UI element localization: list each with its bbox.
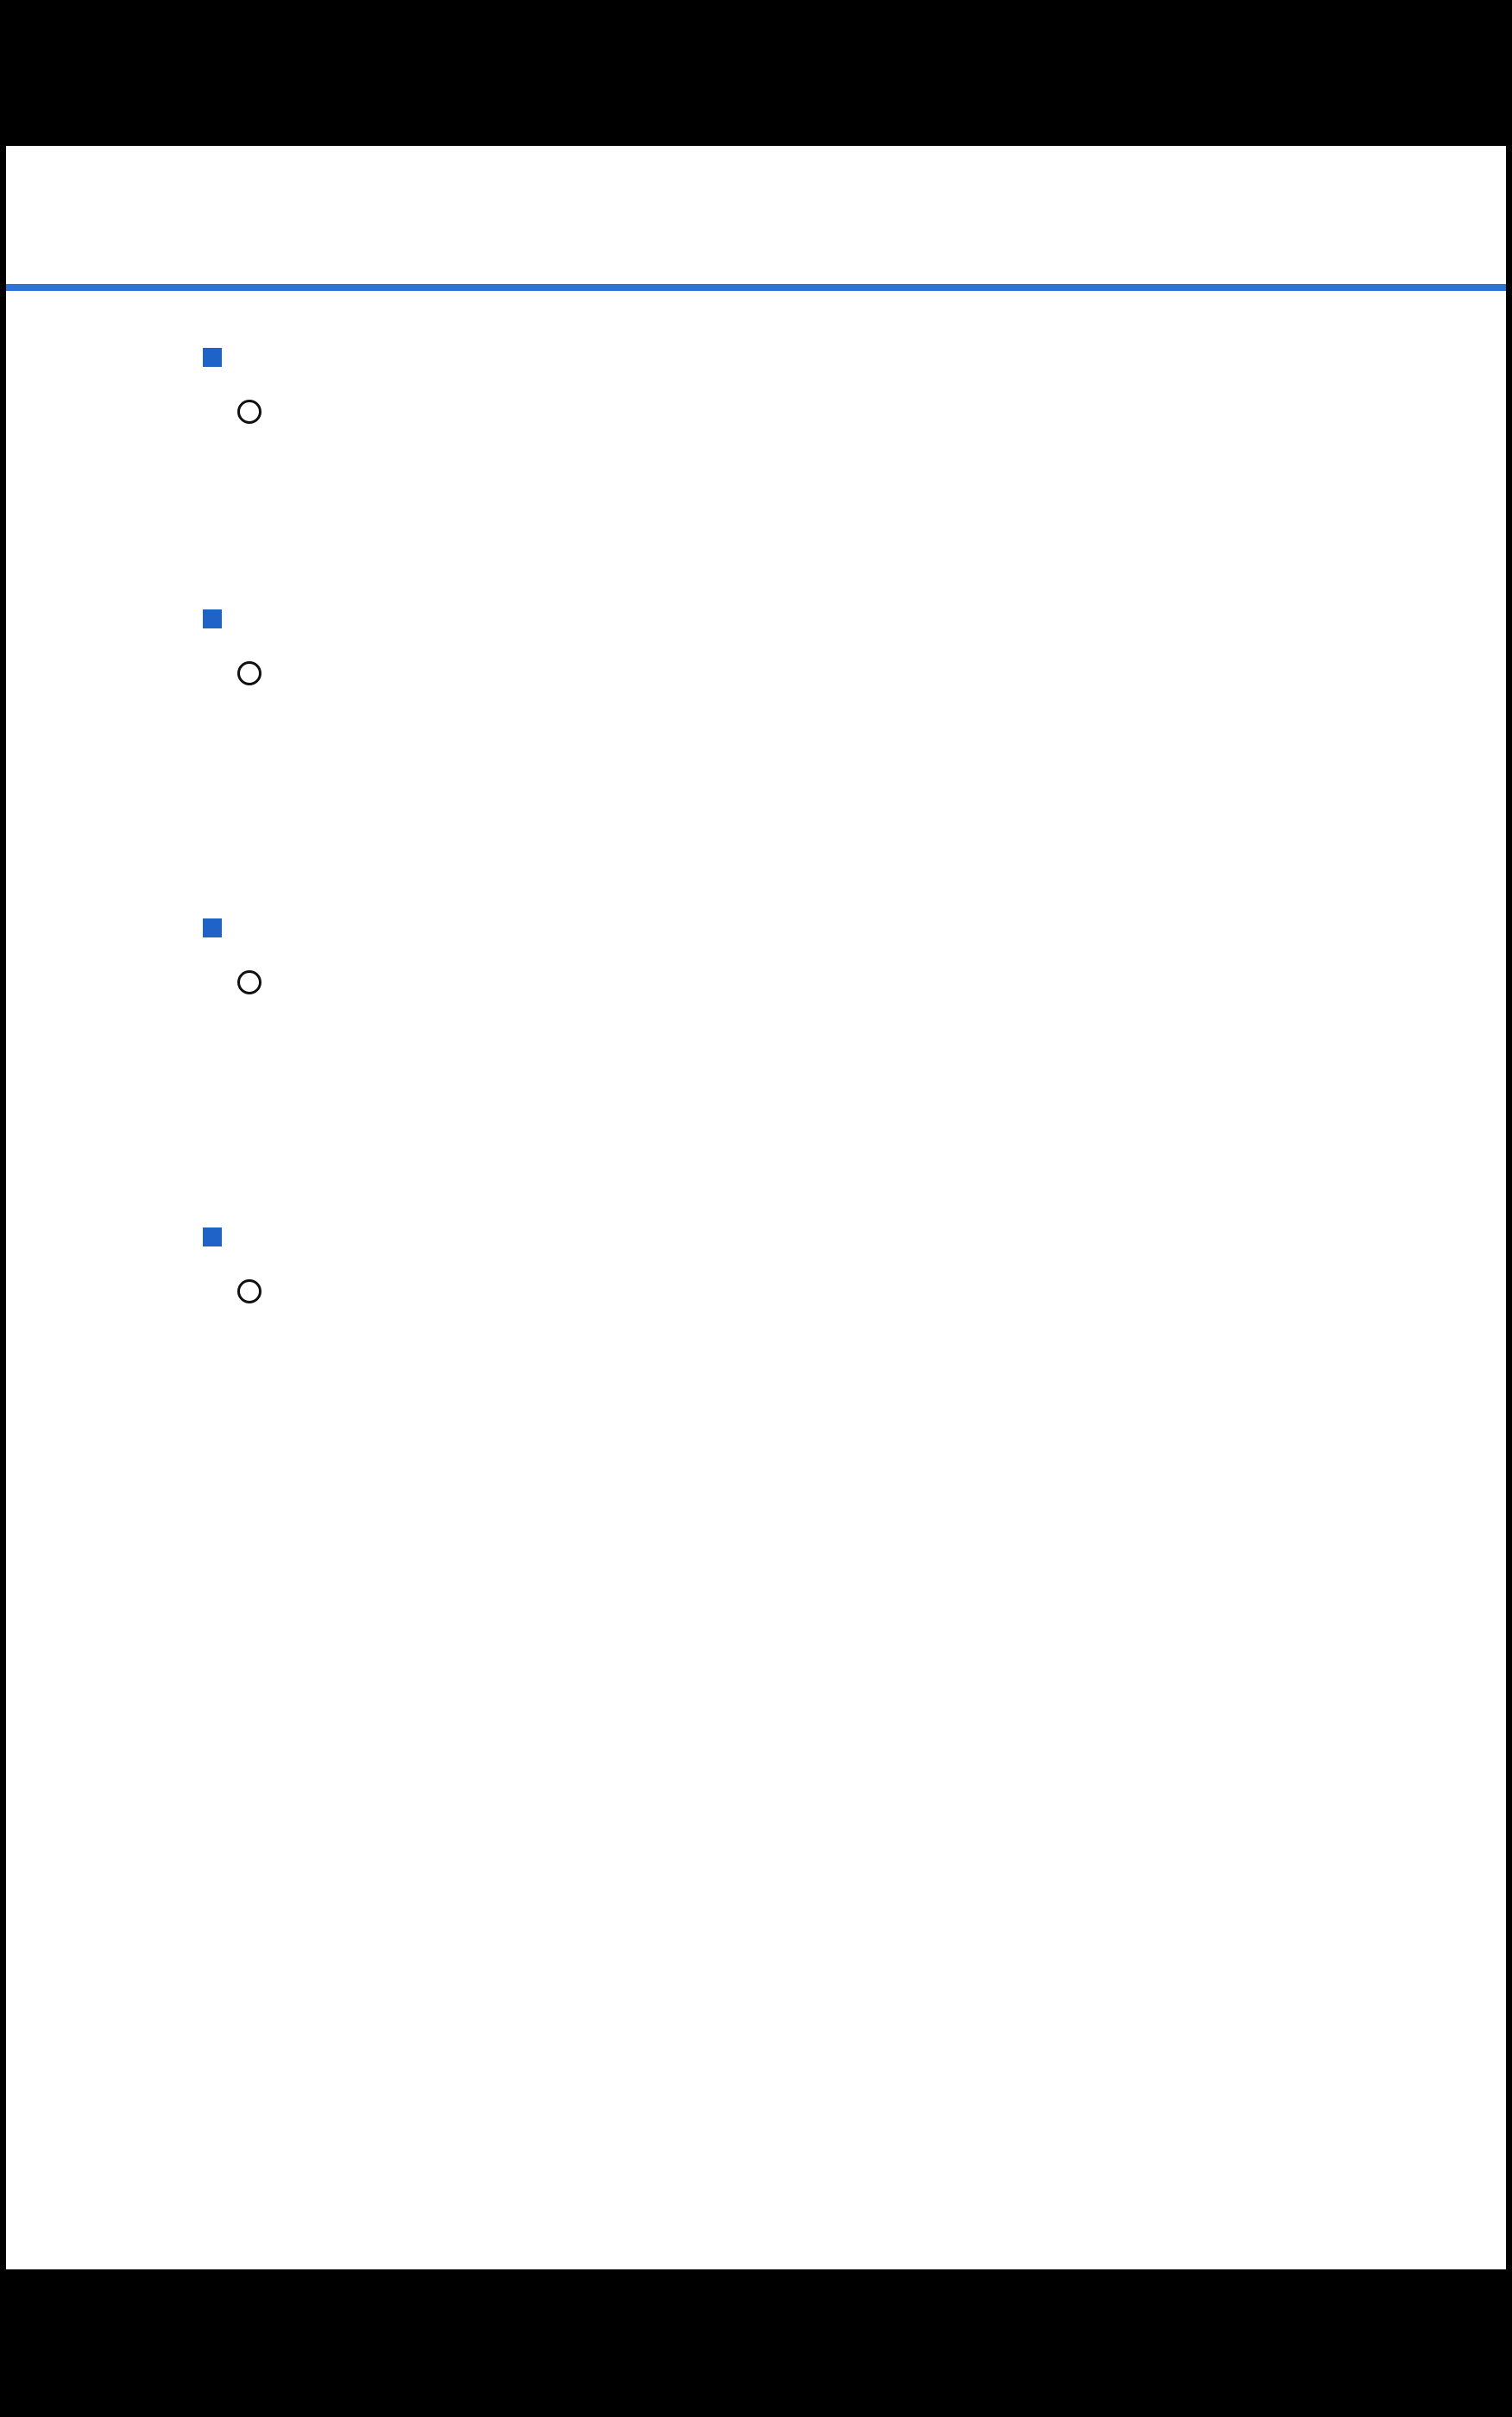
news-headline xyxy=(203,348,1329,367)
circle-bullet-icon xyxy=(237,1279,261,1303)
news-body xyxy=(203,386,1329,424)
header-rule xyxy=(6,284,1506,291)
news-headline xyxy=(203,918,1329,937)
news-headline xyxy=(203,609,1329,628)
circle-bullet-icon xyxy=(237,400,261,424)
news-body-text xyxy=(279,386,1329,424)
news-body-text xyxy=(279,956,1329,994)
news-headline xyxy=(203,1227,1329,1246)
news-item xyxy=(203,348,1329,424)
circle-bullet-icon xyxy=(237,661,261,685)
news-item xyxy=(203,609,1329,685)
news-item xyxy=(203,1227,1329,1303)
square-bullet-icon xyxy=(203,348,222,367)
square-bullet-icon xyxy=(203,609,222,628)
circle-bullet-icon xyxy=(237,970,261,994)
news-body xyxy=(203,956,1329,994)
square-bullet-icon xyxy=(203,1227,222,1246)
news-body xyxy=(203,1265,1329,1303)
document-page xyxy=(6,146,1506,2269)
news-body-text xyxy=(279,1265,1329,1303)
news-item xyxy=(203,918,1329,994)
news-body-text xyxy=(279,647,1329,685)
square-bullet-icon xyxy=(203,918,222,937)
news-body xyxy=(203,647,1329,685)
